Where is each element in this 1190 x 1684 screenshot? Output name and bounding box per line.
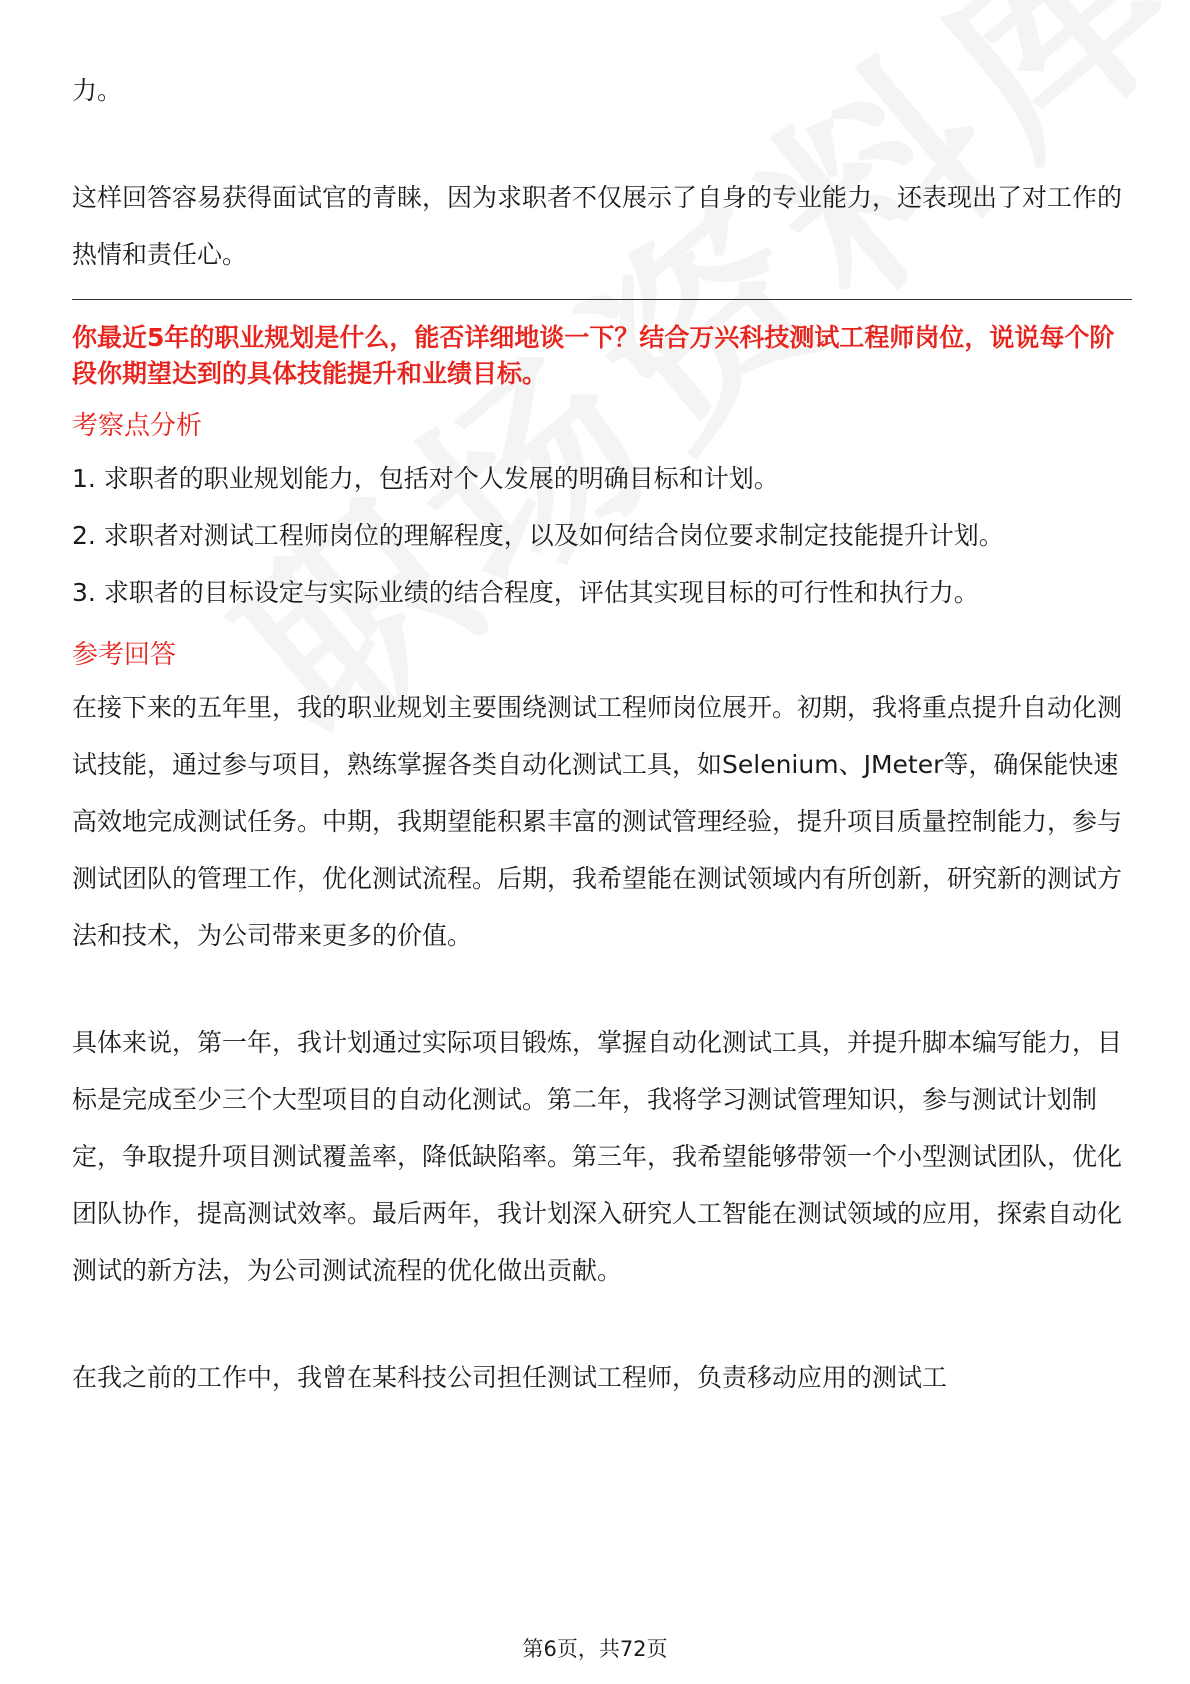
analysis-heading: 考察点分析 <box>72 411 203 441</box>
page-content <box>72 62 1132 1406</box>
answer-heading: 参考回答 <box>72 640 177 670</box>
answer-paragraph: 具体来说，第一年，我计划通过实际项目锻炼，掌握自动化测试工具，并提升脚本编写能力，目标是完成至少三个大型项目的自动化测试。第二年，我将学习测试管理知识，参与测试计划制定，争取提升项目测试覆盖率，降低缺陷率。第三年，我希望能够带领一个小型测试团队，优化团队协作，提高测试效率。最后两年，我计划深入研究人工智能在测试领域的应用，探索自动化测试的新方法，为公司测试流程的优化做出贡献。 <box>72 1028 1123 1285</box>
answer-paragraph: 在我之前的工作中，我曾在某科技公司担任测试工程师，负责移动应用的测试工 <box>72 1363 948 1392</box>
section-divider <box>72 299 1132 300</box>
summary-paragraph: 这样回答容易获得面试官的青睐，因为求职者不仅展示了自身的专业能力，还表现出了对工作的热情和责任心。 <box>72 183 1123 269</box>
page-number: 第6页，共72页 <box>522 1637 668 1661</box>
analysis-item: 2. 求职者对测试工程师岗位的理解程度，以及如何结合岗位要求制定技能提升计划。 <box>72 521 1004 550</box>
interview-question: 你最近5年的职业规划是什么，能否详细地谈一下？结合万兴科技测试工程师岗位，说说每个阶段你期望达到的具体技能提升和业绩目标。 <box>72 323 1115 388</box>
answer-paragraph: 在接下来的五年里，我的职业规划主要围绕测试工程师岗位展开。初期，我将重点提升自动化测试技能，通过参与项目，熟练掌握各类自动化测试工具，如Selenium、JMeter等，确保能快速高效地完成测试任务。中期，我期望能积累丰富的测试管理经验，提升项目质量控制能力，参与测试团队的管理工作，优化测试流程。后期，我希望能在测试领域内有所创新，研究新的测试方法和技术，为公司带来更多的价值。 <box>72 693 1123 950</box>
analysis-item: 1. 求职者的职业规划能力，包括对个人发展的明确目标和计划。 <box>72 464 779 493</box>
analysis-item: 3. 求职者的目标设定与实际业绩的结合程度，评估其实现目标的可行性和执行力。 <box>72 578 979 607</box>
continued-paragraph: 力。 <box>72 76 123 105</box>
